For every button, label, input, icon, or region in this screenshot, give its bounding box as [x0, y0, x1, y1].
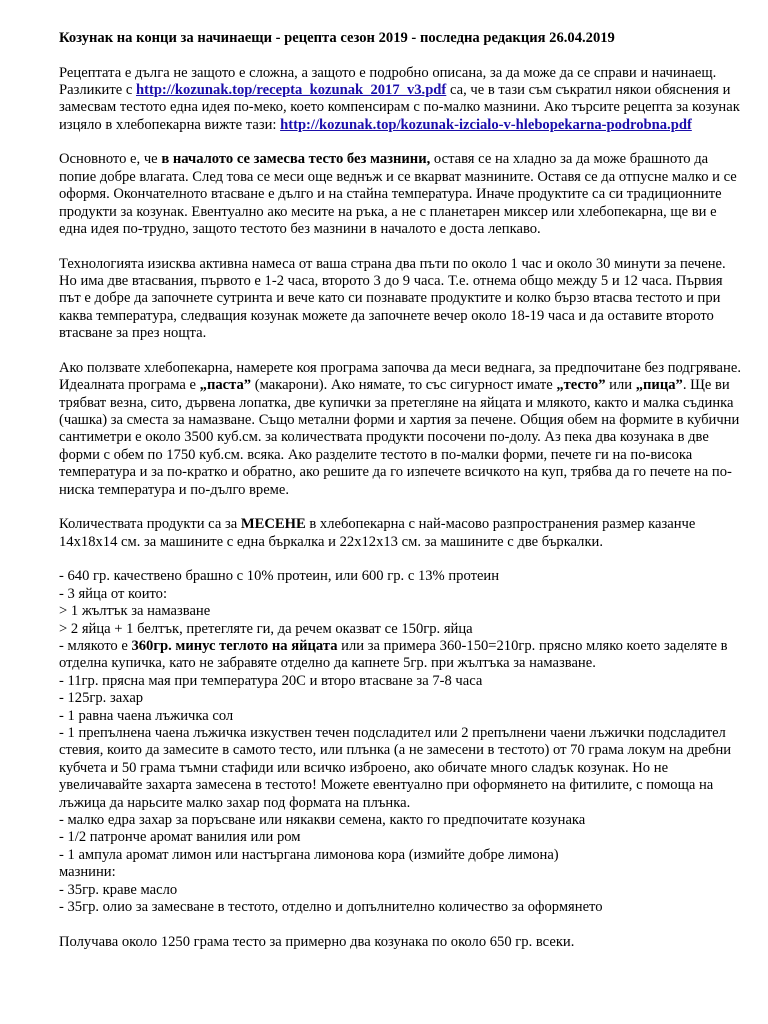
- ingredient-fats-heading: мазнини:: [59, 864, 116, 881]
- ingredient-eggs-weight: > 2 яйца + 1 белтък, претегляте ги, да речем оказват се 150гр. яйца: [59, 620, 473, 637]
- ingredient-flour: - 640 гр. качествено брашно с 10% протеин, или 600 гр. с 13% протеин: [59, 568, 500, 585]
- intro-text-1: Рецептата е дълга не защото е сложна, а защото е подробно описана, за да може да се справи и начинаещ. Разликите с: [59, 64, 717, 98]
- ingredient-milk: [59, 638, 742, 673]
- breadmaker-text-2: (макарони). Ако нямате, то със сигурност имате: [251, 377, 557, 394]
- recipe-2017-link[interactable]: http://kozunak.top/recepta_kozunak_2017_v3.pdf: [135, 82, 447, 98]
- ingredient-sugar: - 125гр. захар: [59, 690, 144, 707]
- intro-paragraph: [59, 65, 742, 135]
- ingredient-vanilla: - 1/2 патронче аромат ванилия или ром: [59, 829, 301, 846]
- kneading-bold: МЕСЕНЕ: [240, 516, 306, 533]
- intro-text-2: са, че в тази съм съкратил някои обяснения и замесвам тестото една идея по-меко, което компенсирам с по-малко мазнини. Ако търсите рецепта за козунак изцяло в хлебопекарна вижте тази:: [59, 82, 740, 133]
- milk-text-2: или за примера 360-150=210гр. прясно мляко което заделяте в отделна купичка, като не забравяте отделно да капнете 5гр. при жълтъка за намазване.: [59, 637, 728, 672]
- ingredient-salt: - 1 равна чаена лъжичка сол: [59, 707, 234, 724]
- ingredient-oil: - 35гр. олио за замесване в тестото, отделно и допълнително количество за оформянето: [59, 899, 603, 915]
- ingredients-list: [59, 568, 742, 916]
- program-pasta: „паста”: [199, 377, 252, 394]
- ingredient-sweetener: - 1 препълнена чаена лъжичка изкуствен течен подсладител или 2 препълнени чаени лъжички подсладител стевия, които да замесите в самото тесто, или плънка (а не замесени в тестото) от 70 грама локум на дребни кубчета и 50 грама тъмни стафиди или всичко изброено, ако обичате много сладък козунак. Но не увеличавайте захарта замесена в тестото! Можете евентуално при оформянето на фитилите, с помоща на лъжица да нарьсите малко захар под формата на плънка.: [59, 724, 732, 811]
- quantities-text-2: в хлебопекарна с най-масово разпространения размер казанче 14x18x14 см. за машините с една бъркалка и 22x12x13 см. за машините с две бъркалки.: [59, 516, 696, 550]
- breadmaker-paragraph: [59, 360, 742, 499]
- ingredient-coarse-sugar: - малко едра захар за поръсване или някакви семена, както го предпочитате козунака: [59, 811, 586, 828]
- quantities-paragraph: [59, 516, 742, 551]
- milk-text-1: - млякото е: [59, 637, 132, 654]
- milk-bold-text: 360гр. минус теглото на яйцата: [131, 637, 338, 654]
- yield-paragraph: Получава около 1250 грама тесто за примерно два козунака по около 650 гр. всеки.: [59, 933, 575, 950]
- breadmaker-recipe-link[interactable]: http://kozunak.top/kozunak-izcialo-v-hlebopekarna-podrobna.pdf: [280, 116, 692, 133]
- breadmaker-text-1: Ако ползвате хлебопекарна, намерете коя програма започва да меси веднага, за предпочитане без подгряване. Идеалната програма е: [59, 359, 741, 394]
- basic-text-2: оставя се на хладно за да може брашното да попие добре влагата. След това се меси още веднъж и се вкарват мазнините. Оставя се да отпусне малко и се оформя. Окончателното втасване е дълго и на стайна температура. Иначе продуктите са си традиционните продукти за козунак. Евентуално ако месите на ръка, а не с планетарен миксер или хлебопекарна, ще ви е една идея по-трудно, защото тестото без мазнини в началото е доста лепкаво.: [59, 151, 737, 238]
- breadmaker-text-4: . Ще ви трябват везна, сито, дървена лопатка, две купички за претегляне на яйцата и млякото, както и малка съдинка (чашка) за сместа за намазване. Също метални форми и хартия за печене. Общия обем на формите в кубични сантиметри е около 3500 куб.см. за количествата продукти посочени по-долу. Аз пека два козунака в две форми с обем по 1750 куб.см. всяка. Ако разделите тестото в по-малки форми, печете ги на по-висока температура и за по-кратко и обратно, ако решите да го изпечете всичкото на куп, трябва да го печете на по-ниска температура и по-дълго време.: [59, 377, 740, 498]
- breadmaker-text-3: или: [605, 377, 636, 394]
- document-title: Козунак на конци за начинаещи - рецепта сезон 2019 - последна редакция 26.04.2019: [59, 30, 615, 46]
- ingredient-yolk: > 1 жълтък за намазване: [59, 603, 211, 620]
- quantities-text-1: Количествата продукти са за: [59, 516, 241, 533]
- ingredient-butter: - 35гр. краве масло: [59, 881, 178, 898]
- ingredient-yeast: - 11гр. прясна мая при температура 20С и второ втасване за 7-8 часа: [59, 672, 483, 689]
- ingredient-lemon: - 1 ампула аромат лимон или настъргана лимонова кора (измийте добре лимона): [59, 846, 559, 863]
- basic-bold-text: в началото се замесва тесто без мазнини,: [161, 151, 431, 168]
- technology-paragraph: Технологията изисква активна намеса от ваша страна два пъти по около 1 час и около 30 минути за печене. Но има две втасвания, първото е 1-2 часа, второто 3 до 9 часа. Т.е. отнема общо между 5 и 12 часа. Първия път е добре да започнете сутринта и вече като си познавате продуктите и колко бързо втасва тестото и при каква температура, следващия козунак можете да започнете вечер около 18-19 часа и да оставите второто втасване за през нощта.: [59, 255, 726, 342]
- program-pizza: „пица”: [635, 377, 683, 394]
- program-dough: „тесто”: [556, 377, 606, 394]
- basic-text-1: Основното е, че: [59, 151, 162, 168]
- basic-paragraph: [59, 151, 742, 238]
- ingredient-eggs: - 3 яйца от които:: [59, 585, 168, 602]
